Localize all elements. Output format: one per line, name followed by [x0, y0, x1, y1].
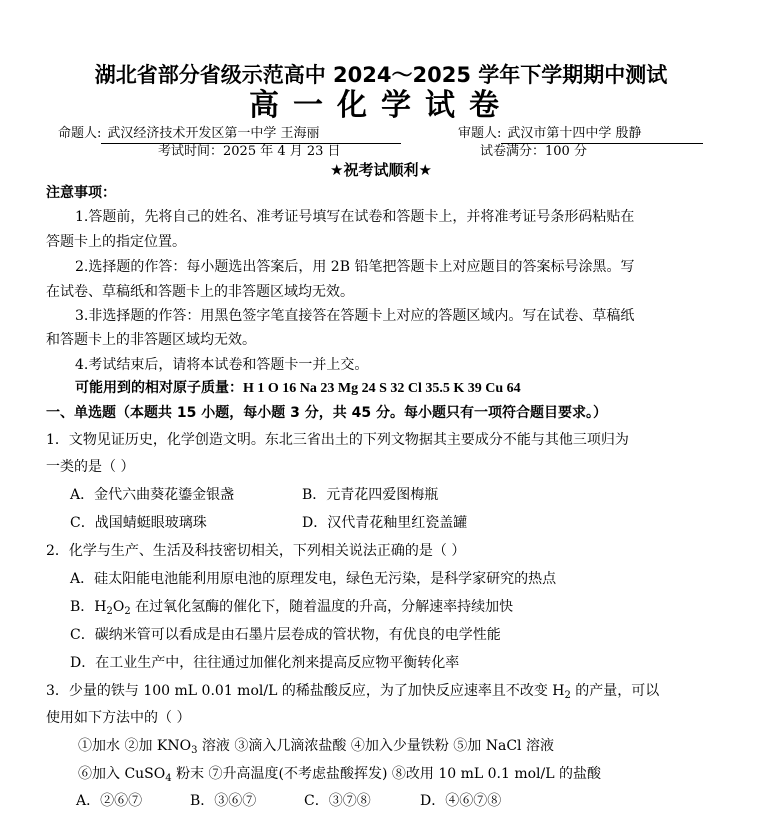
- q1-option-d: D．汉代青花釉里红瓷盖罐: [302, 515, 468, 531]
- q3-option-c: C．③⑦⑧: [304, 793, 371, 809]
- note-1a: 1.答题前，先将自己的姓名、准考证号填写在试卷和答题卡上，并将准考证号条形码粘贴在: [75, 209, 635, 225]
- q3-choices-text: 溶液 ③滴入几滴浓盐酸 ④加入少量铁粉 ⑤加 NaCl 溶液: [197, 738, 554, 754]
- q3-stem-a: [46, 682, 659, 700]
- subject-title: 高一化学试卷: [249, 88, 513, 123]
- reviewer-line: [458, 125, 703, 144]
- exam-time: 考试时间：2025 年 4 月 23 日: [158, 144, 341, 159]
- note-3b: 和答题卡上的非答题区域均无效。: [46, 332, 256, 348]
- section-1-heading: 一、单选题（本题共 15 小题，每小题 3 分，共 45 分。每小题只有一项符合题目要求。）: [46, 405, 607, 421]
- note-4: 4.考试结束后，请将本试卷和答题卡一并上交。: [75, 357, 369, 373]
- q2-b-text: O: [112, 599, 125, 615]
- exam-title: 湖北省部分省级示范高中 2024～2025 学年下学期期中测试: [94, 63, 668, 87]
- note-3a: 3.非选择题的作答：用黑色签字笔直接答在答题卡上对应的答题区域内。写在试卷、草稿纸: [75, 308, 635, 324]
- q3-choices-sub: 4: [165, 773, 172, 784]
- proposer-name: 武汉经济技术开发区第一中学 王海丽: [101, 125, 401, 144]
- q3-choices-sub: 3: [191, 745, 198, 756]
- q2-option-d: D．在工业生产中，往往通过加催化剂来提高反应物平衡转化率: [70, 655, 460, 671]
- q1-option-a: A．金代六曲葵花鎏金银盏: [70, 487, 235, 503]
- blessing: ★祝考试顺利★: [330, 161, 432, 179]
- proposer-label: 命题人:: [58, 126, 102, 141]
- q3-choices-2: [78, 765, 601, 783]
- q3-option-b: B．③⑥⑦: [190, 793, 257, 809]
- note-2a: 2.选择题的作答：每小题选出答案后，用 2B 铅笔把答题卡上对应题目的答案标号涂黑。写: [75, 259, 635, 275]
- q2-option-b: [70, 598, 513, 616]
- full-score: 试卷满分：100 分: [480, 144, 587, 159]
- reviewer-name: 武汉市第十四中学 殷静: [501, 125, 703, 144]
- q1-stem-a: 1．文物见证历史，化学创造文明。东北三省出土的下列文物据其主要成分不能与其他三项归为: [46, 432, 629, 448]
- q3-stem-text: 3．少量的铁与 100 mL 0.01 mol/L 的稀盐酸反应，为了加快反应速率且不改变 H: [46, 683, 565, 699]
- reviewer-label: 审题人:: [458, 126, 502, 141]
- proposer-line: [58, 125, 401, 144]
- q1-option-b: B．元青花四爱图梅瓶: [302, 487, 439, 503]
- q3-choices-text: 粉末 ⑦升高温度(不考虑盐酸挥发) ⑧改用 10 mL 0.1 mol/L 的盐酸: [171, 766, 601, 782]
- q2-b-sub: 2: [106, 606, 113, 617]
- q2-b-text: B．H: [70, 599, 107, 615]
- q3-stem-b: 使用如下方法中的（ ）: [46, 710, 191, 726]
- q3-stem-text: 的产量，可以: [570, 683, 660, 699]
- q3-choices-text: ①加水 ②加 KNO: [78, 738, 192, 754]
- q3-choices-text: ⑥加入 CuSO: [78, 766, 166, 782]
- q2-b-text: 在过氧化氢酶的催化下，随着温度的升高，分解速率持续加快: [130, 599, 514, 615]
- q1-option-c: C．战国蜻蜓眼玻璃珠: [70, 515, 207, 531]
- q2-b-sub: 2: [124, 606, 131, 617]
- q3-choices-1: [78, 737, 554, 755]
- q3-option-a: A．②⑥⑦: [76, 793, 143, 809]
- q2-option-a: A．硅太阳能电池能利用原电池的原理发电，绿色无污染，是科学家研究的热点: [70, 571, 557, 587]
- notes-heading: 注意事项：: [46, 185, 116, 201]
- q3-option-d: D．④⑥⑦⑧: [420, 793, 502, 809]
- atomic-masses: 可能用到的相对原子质量：H 1 O 16 Na 23 Mg 24 S 32 Cl 35.5 K 39 Cu 64: [75, 381, 521, 396]
- note-2b: 在试卷、草稿纸和答题卡上的非答题区域均无效。: [46, 284, 354, 300]
- q2-stem: 2．化学与生产、生活及科技密切相关，下列相关说法正确的是（ ）: [46, 543, 466, 559]
- q2-option-c: C．碳纳米管可以看成是由石墨片层卷成的管状物，有优良的电学性能: [70, 627, 501, 643]
- note-1b: 答题卡上的指定位置。: [46, 234, 186, 250]
- q3-stem-sub: 2: [564, 690, 571, 701]
- q1-stem-b: 一类的是（ ）: [46, 459, 135, 475]
